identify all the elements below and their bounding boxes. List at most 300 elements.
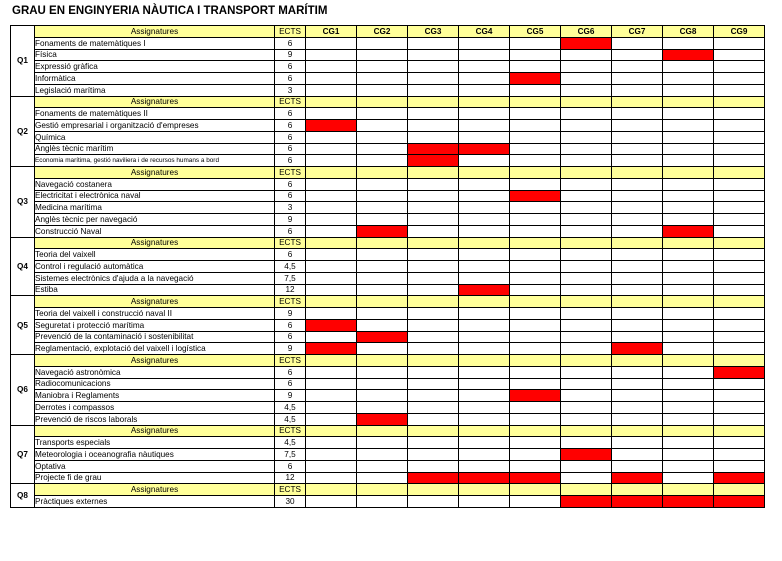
competence-cell <box>561 284 612 296</box>
competence-cell <box>357 319 408 331</box>
competence-header-cg2 <box>357 237 408 249</box>
competence-header-cg3 <box>408 237 459 249</box>
competence-cell <box>663 366 714 378</box>
subject-name: Física <box>35 49 275 61</box>
table-row <box>11 214 765 226</box>
competence-header-cg5: CG5 <box>510 26 561 38</box>
competence-cell <box>306 131 357 143</box>
competence-cell <box>306 378 357 390</box>
competence-cell <box>357 449 408 461</box>
competence-cell <box>357 202 408 214</box>
competence-cell <box>357 261 408 273</box>
competence-header-cg1 <box>306 484 357 496</box>
competence-cell <box>714 331 765 343</box>
subject-name: Electricitat i electrònica naval <box>35 190 275 202</box>
subject-ects: 6 <box>275 61 306 73</box>
competence-mark-cg7 <box>612 343 663 355</box>
subject-ects: 6 <box>275 143 306 155</box>
competence-cell <box>714 143 765 155</box>
competence-cell <box>612 214 663 226</box>
competence-cell <box>612 261 663 273</box>
competence-cell <box>459 131 510 143</box>
subject-name: Maniobra i Reglaments <box>35 390 275 402</box>
competence-cell <box>510 331 561 343</box>
competence-cell <box>357 131 408 143</box>
competence-mark-cg6 <box>561 496 612 508</box>
quarter-header-row <box>11 425 765 437</box>
table-row <box>11 249 765 261</box>
competence-cell <box>408 366 459 378</box>
competence-cell <box>459 108 510 120</box>
competence-cell <box>459 202 510 214</box>
competence-cell <box>663 155 714 167</box>
competence-cell <box>612 272 663 284</box>
competence-header-cg1 <box>306 296 357 308</box>
competence-cell <box>459 460 510 472</box>
competence-cell <box>612 120 663 132</box>
subject-name: Estiba <box>35 284 275 296</box>
competence-cell <box>561 413 612 425</box>
quarter-label: Q5 <box>11 296 35 355</box>
competence-cell <box>561 437 612 449</box>
subject-name: Legislació marítima <box>35 84 275 96</box>
competence-header-cg3 <box>408 296 459 308</box>
competence-cell <box>561 366 612 378</box>
competence-cell <box>510 449 561 461</box>
table-row <box>11 378 765 390</box>
competence-cell <box>612 249 663 261</box>
competence-cell <box>357 308 408 320</box>
ects-header: ECTS <box>275 237 306 249</box>
competence-header-cg2: CG2 <box>357 26 408 38</box>
competence-cell <box>459 378 510 390</box>
subject-ects: 4,5 <box>275 402 306 414</box>
competence-cell <box>459 390 510 402</box>
competence-mark-cg1 <box>306 343 357 355</box>
competence-cell <box>612 178 663 190</box>
competence-cell <box>408 390 459 402</box>
competence-cell <box>561 272 612 284</box>
competence-mark-cg8 <box>663 496 714 508</box>
competence-cell <box>714 402 765 414</box>
competence-header-cg1 <box>306 96 357 108</box>
competence-cell <box>663 37 714 49</box>
competence-header-cg1 <box>306 167 357 179</box>
competence-cell <box>510 319 561 331</box>
competences-table <box>10 25 765 508</box>
competence-cell <box>357 49 408 61</box>
ects-header: ECTS <box>275 167 306 179</box>
subject-ects: 6 <box>275 366 306 378</box>
competence-cell <box>357 496 408 508</box>
subject-ects: 30 <box>275 496 306 508</box>
subject-name: Sistemes electrònics d'ajuda a la navegació <box>35 272 275 284</box>
competence-cell <box>510 225 561 237</box>
competence-cell <box>459 308 510 320</box>
quarter-label: Q1 <box>11 26 35 97</box>
competence-cell <box>408 272 459 284</box>
competence-cell <box>714 390 765 402</box>
competence-cell <box>612 319 663 331</box>
competence-cell <box>510 402 561 414</box>
competence-header-cg9 <box>714 355 765 367</box>
competence-cell <box>306 284 357 296</box>
competence-cell <box>612 155 663 167</box>
competence-mark-cg9 <box>714 472 765 484</box>
competence-cell <box>612 366 663 378</box>
competence-cell <box>357 402 408 414</box>
competence-cell <box>408 308 459 320</box>
subject-ects: 3 <box>275 84 306 96</box>
competence-cell <box>561 460 612 472</box>
competence-cell <box>561 225 612 237</box>
subject-name: Radiocomunicacions <box>35 378 275 390</box>
competence-cell <box>408 49 459 61</box>
competence-cell <box>408 190 459 202</box>
table-row <box>11 449 765 461</box>
competence-cell <box>561 143 612 155</box>
table-row <box>11 390 765 402</box>
subject-ects: 6 <box>275 178 306 190</box>
competence-header-cg1 <box>306 237 357 249</box>
subject-name: Economia marítima, gestió naviliera i de recursos humans a bord <box>35 155 275 167</box>
subject-ects: 9 <box>275 308 306 320</box>
subject-ects: 12 <box>275 472 306 484</box>
competence-cell <box>408 460 459 472</box>
competence-cell <box>612 331 663 343</box>
competence-header-cg7 <box>612 484 663 496</box>
subject-name: Transports especials <box>35 437 275 449</box>
competence-cell <box>663 331 714 343</box>
competence-header-cg9 <box>714 425 765 437</box>
competence-cell <box>714 108 765 120</box>
competence-cell <box>663 402 714 414</box>
competence-cell <box>459 84 510 96</box>
competence-cell <box>561 190 612 202</box>
competence-mark-cg6 <box>561 37 612 49</box>
table-row <box>11 402 765 414</box>
competence-cell <box>663 460 714 472</box>
competence-cell <box>663 178 714 190</box>
ects-header: ECTS <box>275 96 306 108</box>
competence-cell <box>612 413 663 425</box>
quarter-header-row <box>11 26 765 38</box>
competence-cell <box>561 261 612 273</box>
competence-cell <box>357 378 408 390</box>
competence-cell <box>663 84 714 96</box>
competence-cell <box>408 496 459 508</box>
table-row <box>11 120 765 132</box>
competence-cell <box>357 272 408 284</box>
competence-cell <box>663 120 714 132</box>
competence-cell <box>357 84 408 96</box>
subject-ects: 6 <box>275 249 306 261</box>
subjects-header: Assignatures <box>35 237 275 249</box>
subject-ects: 6 <box>275 108 306 120</box>
quarter-label: Q3 <box>11 167 35 238</box>
subjects-header: Assignatures <box>35 96 275 108</box>
competence-mark-cg6 <box>561 449 612 461</box>
subject-ects: 3 <box>275 202 306 214</box>
competence-cell <box>306 460 357 472</box>
competence-cell <box>459 214 510 226</box>
competence-cell <box>357 366 408 378</box>
subject-ects: 7,5 <box>275 449 306 461</box>
subject-name: Derrotes i compassos <box>35 402 275 414</box>
table-row <box>11 190 765 202</box>
competence-cell <box>561 308 612 320</box>
competence-header-cg9 <box>714 237 765 249</box>
table-row <box>11 108 765 120</box>
competence-cell <box>510 155 561 167</box>
subject-name: Navegació costanera <box>35 178 275 190</box>
competence-cell <box>561 402 612 414</box>
competence-cell <box>408 331 459 343</box>
competence-cell <box>459 37 510 49</box>
competence-cell <box>714 460 765 472</box>
competence-cell <box>714 437 765 449</box>
competence-cell <box>612 49 663 61</box>
subject-name: Meteorologia i oceanografia nàutiques <box>35 449 275 461</box>
competence-header-cg5 <box>510 167 561 179</box>
competence-cell <box>306 496 357 508</box>
competence-cell <box>459 449 510 461</box>
competence-cell <box>663 143 714 155</box>
competence-cell <box>306 155 357 167</box>
competence-cell <box>714 214 765 226</box>
subject-name: Informàtica <box>35 73 275 85</box>
competence-cell <box>612 308 663 320</box>
subject-name: Navegació astronòmica <box>35 366 275 378</box>
competence-cell <box>306 108 357 120</box>
competence-cell <box>459 343 510 355</box>
competence-cell <box>510 131 561 143</box>
ects-header: ECTS <box>275 425 306 437</box>
competence-cell <box>510 308 561 320</box>
competence-cell <box>408 378 459 390</box>
competence-cell <box>306 413 357 425</box>
subject-name: Projecte fi de grau <box>35 472 275 484</box>
subject-ects: 6 <box>275 155 306 167</box>
competence-header-cg5 <box>510 296 561 308</box>
competence-mark-cg4 <box>459 472 510 484</box>
competence-cell <box>459 319 510 331</box>
competence-cell <box>510 202 561 214</box>
competence-cell <box>663 202 714 214</box>
competence-header-cg6 <box>561 167 612 179</box>
competence-header-cg4 <box>459 237 510 249</box>
competence-cell <box>714 308 765 320</box>
competence-cell <box>663 437 714 449</box>
competence-cell <box>663 214 714 226</box>
competence-header-cg2 <box>357 167 408 179</box>
competence-cell <box>306 214 357 226</box>
competence-cell <box>408 37 459 49</box>
competence-cell <box>663 131 714 143</box>
competence-cell <box>357 108 408 120</box>
subject-name: Construcció Naval <box>35 225 275 237</box>
subject-name: Prevenció de riscos laborals <box>35 413 275 425</box>
competence-cell <box>663 472 714 484</box>
quarter-label: Q6 <box>11 355 35 426</box>
competence-cell <box>612 37 663 49</box>
table-row <box>11 284 765 296</box>
table-row <box>11 37 765 49</box>
competence-mark-cg2 <box>357 331 408 343</box>
competence-mark-cg8 <box>663 49 714 61</box>
competence-cell <box>714 37 765 49</box>
competence-cell <box>612 73 663 85</box>
competence-cell <box>357 73 408 85</box>
competence-cell <box>408 131 459 143</box>
competence-cell <box>357 214 408 226</box>
table-row <box>11 155 765 167</box>
competence-cell <box>612 449 663 461</box>
competence-cell <box>459 496 510 508</box>
competence-header-cg9 <box>714 96 765 108</box>
competence-cell <box>459 61 510 73</box>
competence-cell <box>408 261 459 273</box>
competence-cell <box>459 261 510 273</box>
competence-cell <box>357 37 408 49</box>
subject-name: Seguretat i protecció marítima <box>35 319 275 331</box>
competence-cell <box>510 108 561 120</box>
competence-cell <box>561 472 612 484</box>
quarter-header-row <box>11 96 765 108</box>
competence-cell <box>510 61 561 73</box>
competence-cell <box>663 413 714 425</box>
competence-cell <box>612 61 663 73</box>
competence-header-cg3 <box>408 425 459 437</box>
competence-cell <box>459 366 510 378</box>
competence-header-cg6 <box>561 96 612 108</box>
competence-header-cg3: CG3 <box>408 26 459 38</box>
competence-header-cg4: CG4 <box>459 26 510 38</box>
subject-ects: 6 <box>275 190 306 202</box>
competence-cell <box>561 202 612 214</box>
competence-header-cg4 <box>459 425 510 437</box>
competence-cell <box>612 131 663 143</box>
page-title: GRAU EN ENGINYERIA NÀUTICA I TRANSPORT MARÍTIM <box>12 5 328 17</box>
subject-ects: 9 <box>275 214 306 226</box>
competence-cell <box>459 331 510 343</box>
subject-name: Prevenció de la contaminació i sostenibilitat <box>35 331 275 343</box>
competence-cell <box>459 413 510 425</box>
competence-cell <box>459 190 510 202</box>
quarter-header-row <box>11 484 765 496</box>
competence-cell <box>306 449 357 461</box>
competence-cell <box>408 343 459 355</box>
competence-cell <box>408 319 459 331</box>
subject-name: Pràctiques externes <box>35 496 275 508</box>
subject-ects: 6 <box>275 225 306 237</box>
competence-header-cg3 <box>408 167 459 179</box>
quarter-header-row <box>11 296 765 308</box>
competence-cell <box>357 61 408 73</box>
competence-cell <box>306 437 357 449</box>
competence-cell <box>357 472 408 484</box>
competence-header-cg7 <box>612 296 663 308</box>
competence-cell <box>663 73 714 85</box>
competence-cell <box>408 73 459 85</box>
competence-cell <box>663 272 714 284</box>
competence-cell <box>408 449 459 461</box>
subjects-header: Assignatures <box>35 355 275 367</box>
competence-mark-cg1 <box>306 319 357 331</box>
competence-cell <box>714 249 765 261</box>
competence-cell <box>408 437 459 449</box>
competence-cell <box>714 449 765 461</box>
competence-header-cg2 <box>357 96 408 108</box>
competence-cell <box>357 120 408 132</box>
competence-cell <box>561 84 612 96</box>
competence-cell <box>612 390 663 402</box>
subject-ects: 6 <box>275 319 306 331</box>
table-row <box>11 73 765 85</box>
competence-cell <box>714 261 765 273</box>
competence-cell <box>408 84 459 96</box>
subjects-header: Assignatures <box>35 484 275 496</box>
table-row <box>11 472 765 484</box>
table-row <box>11 331 765 343</box>
competence-header-cg6: CG6 <box>561 26 612 38</box>
competence-cell <box>612 378 663 390</box>
competence-header-cg4 <box>459 484 510 496</box>
competence-cell <box>459 225 510 237</box>
competence-header-cg5 <box>510 425 561 437</box>
competence-cell <box>306 202 357 214</box>
competence-header-cg9 <box>714 484 765 496</box>
competence-header-cg8 <box>663 355 714 367</box>
quarter-header-row <box>11 167 765 179</box>
competence-cell <box>510 49 561 61</box>
competence-header-cg4 <box>459 96 510 108</box>
competence-header-cg5 <box>510 355 561 367</box>
competence-cell <box>357 143 408 155</box>
competence-mark-cg5 <box>510 73 561 85</box>
competence-cell <box>459 178 510 190</box>
table-row <box>11 84 765 96</box>
competence-cell <box>561 49 612 61</box>
competence-cell <box>306 472 357 484</box>
table-row <box>11 131 765 143</box>
table-row <box>11 460 765 472</box>
competence-cell <box>306 261 357 273</box>
competence-cell <box>408 402 459 414</box>
competence-cell <box>306 84 357 96</box>
subject-name: Optativa <box>35 460 275 472</box>
competence-cell <box>612 108 663 120</box>
competence-cell <box>561 390 612 402</box>
competence-cell <box>306 366 357 378</box>
competence-cell <box>714 272 765 284</box>
competence-cell <box>306 178 357 190</box>
subject-ects: 6 <box>275 120 306 132</box>
competence-cell <box>612 202 663 214</box>
subjects-header: Assignatures <box>35 296 275 308</box>
competence-header-cg4 <box>459 355 510 367</box>
table-row <box>11 178 765 190</box>
competence-mark-cg5 <box>510 472 561 484</box>
competence-header-cg8 <box>663 484 714 496</box>
competence-header-cg7 <box>612 355 663 367</box>
competence-header-cg8 <box>663 296 714 308</box>
competence-cell <box>714 131 765 143</box>
table-row <box>11 225 765 237</box>
competence-cell <box>306 49 357 61</box>
competence-header-cg6 <box>561 296 612 308</box>
competence-cell <box>408 225 459 237</box>
